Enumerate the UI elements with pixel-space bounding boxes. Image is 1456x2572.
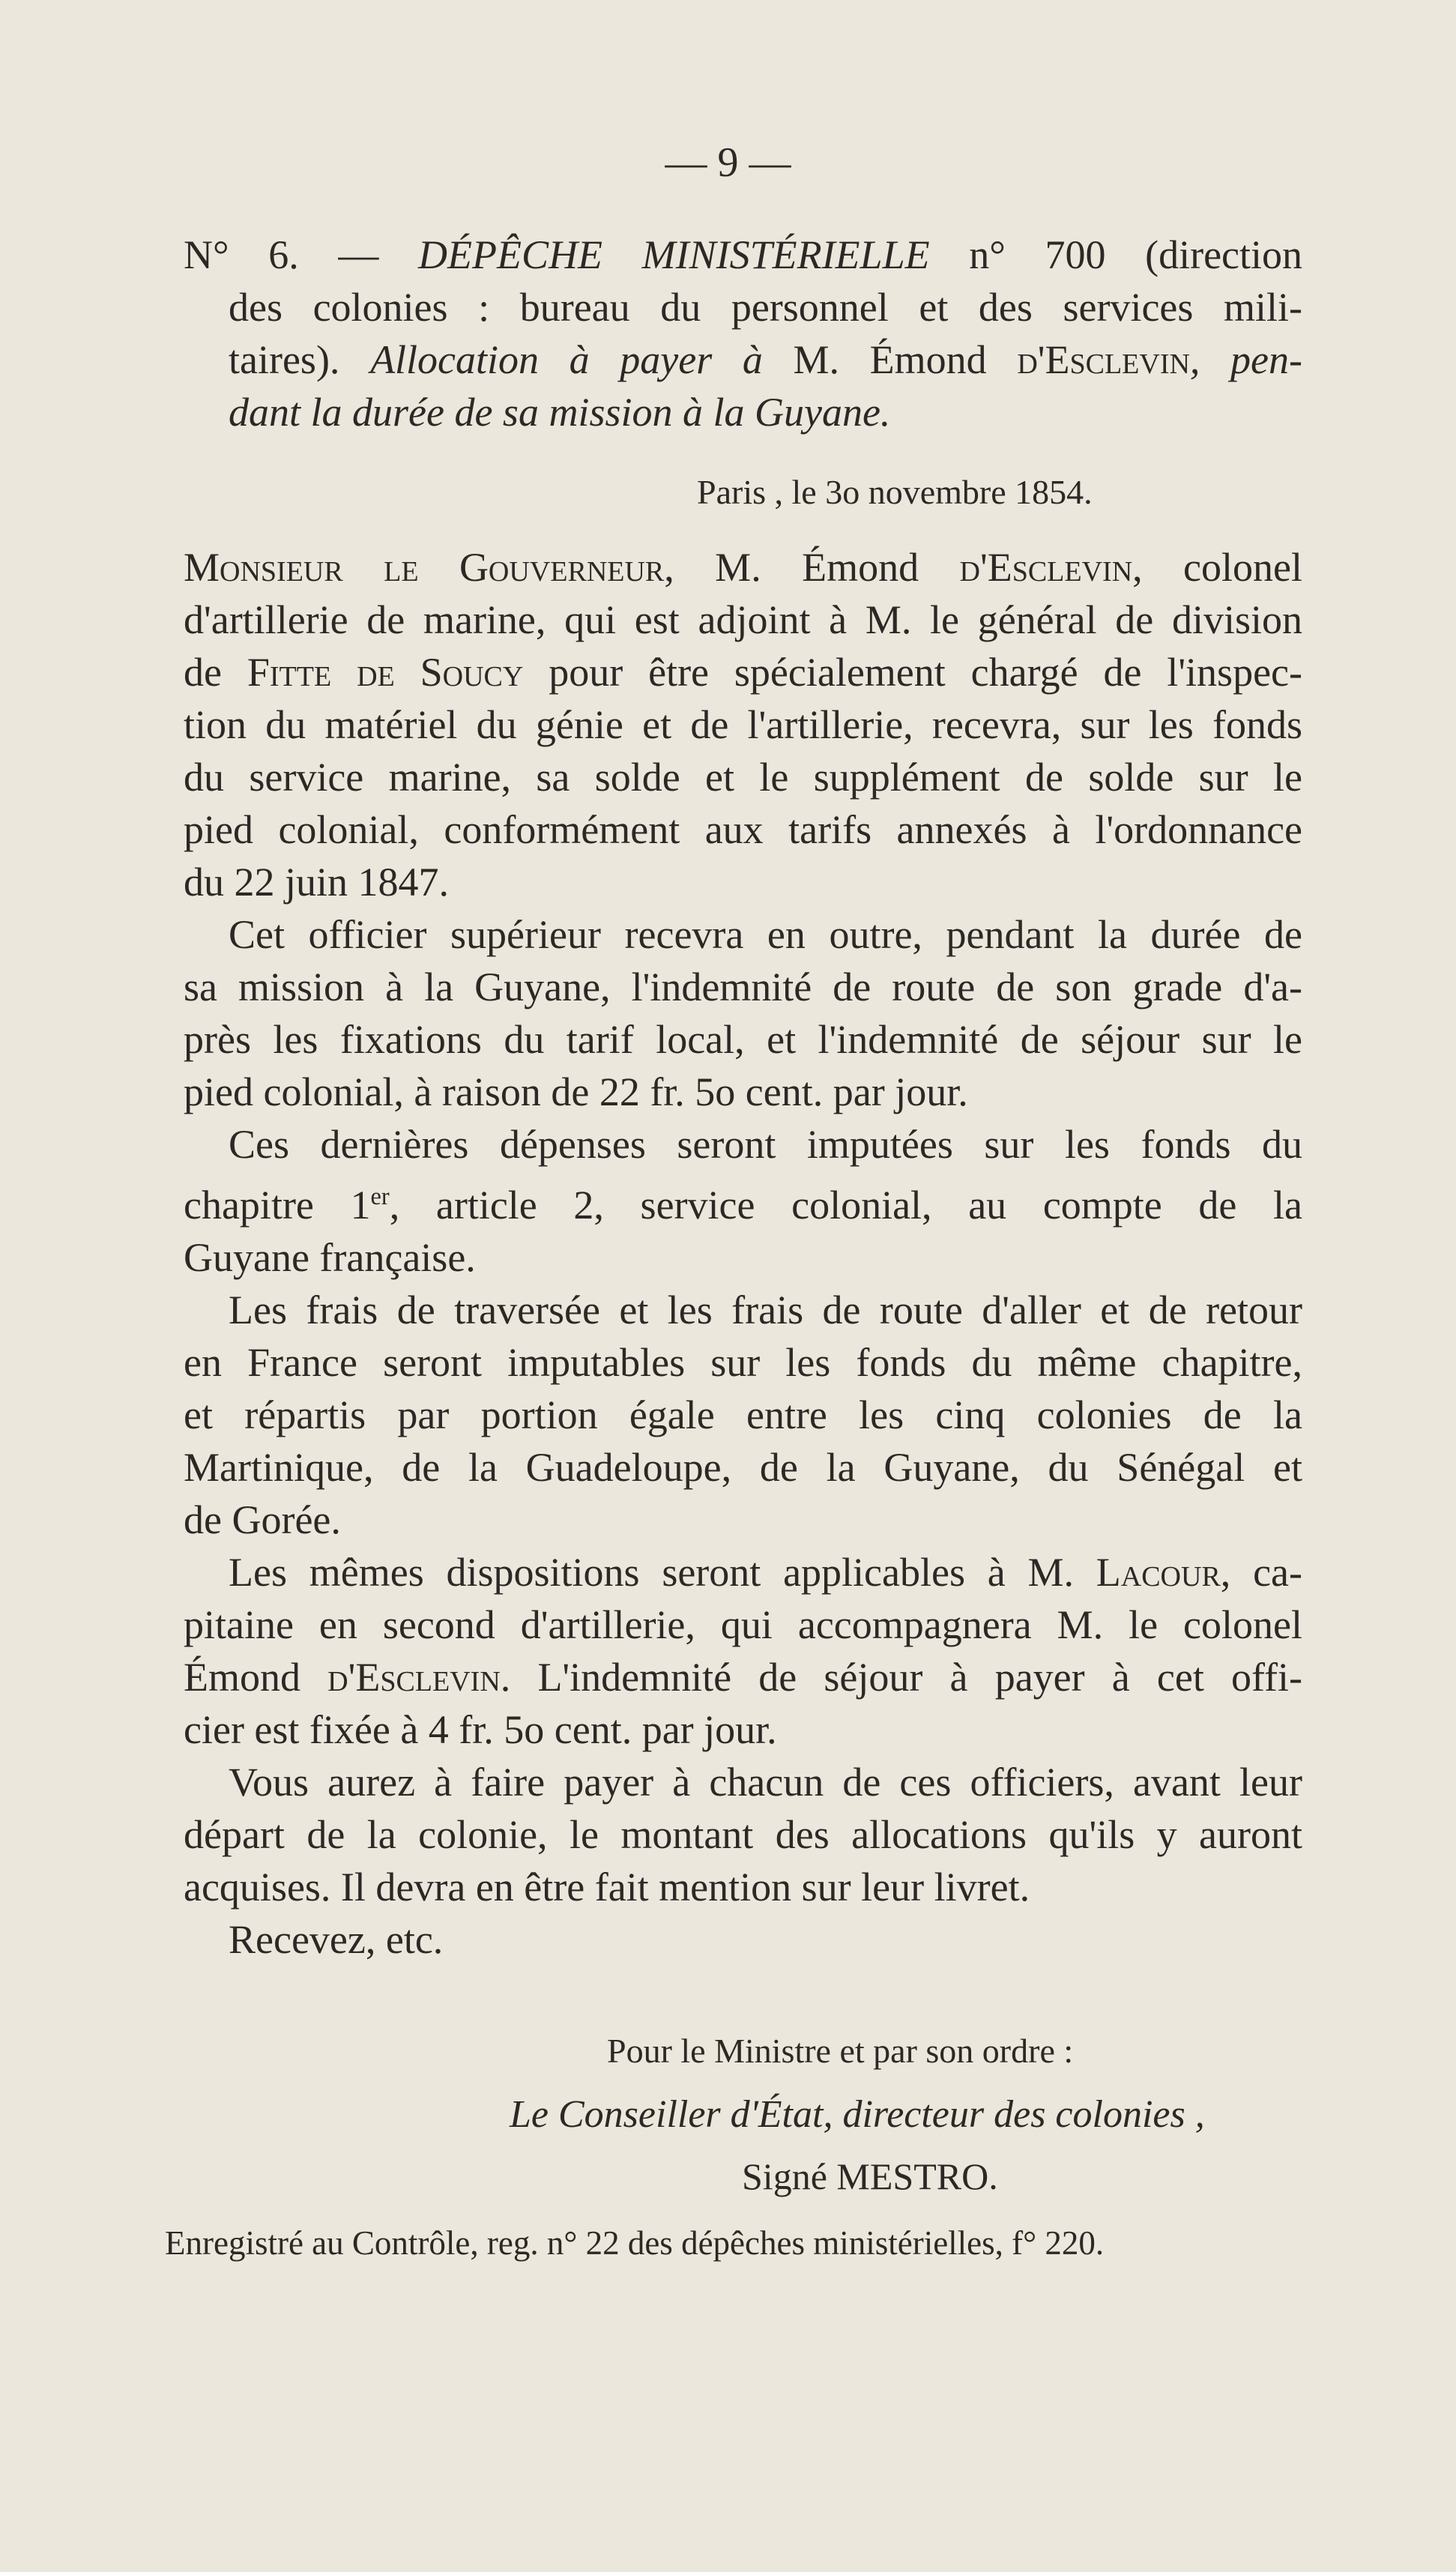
text-fragment: , colonel — [1132, 545, 1302, 590]
body-line: pied colonial, conformément aux tarifs annexés à l'ordonnance — [184, 807, 1302, 852]
body-line — [184, 541, 1302, 594]
text-fragment: de — [184, 650, 222, 695]
text-fragment: chapitre 1 — [184, 1183, 371, 1228]
body-line: sa mission à la Guyane, l'indemnité de route de son grade d'a- — [184, 964, 1302, 1009]
heading-line-3 — [184, 333, 1302, 386]
body-line — [184, 646, 1302, 698]
signature-line-1: Pour le Ministre et par son ordre : — [607, 2032, 1074, 2070]
page-number: — 9 — — [665, 139, 791, 186]
heading-line-2: des colonies : bureau du personnel et des services mili- — [229, 285, 1302, 330]
dispatch-number: N° 6. — — [184, 232, 379, 277]
text-fragment: , M. Émond — [664, 545, 919, 590]
body-line: et répartis par portion égale entre les cinq colonies de la — [184, 1392, 1302, 1437]
body-line: près les fixations du tarif local, et l'indemnité de séjour sur le — [184, 1017, 1302, 1062]
text-fragment: . L'indemnité de séjour à payer à cet offi- — [500, 1655, 1302, 1700]
person-name: d'Esclevin — [959, 545, 1133, 590]
body-line: pied colonial, à raison de 22 fr. 5o cent. par jour. — [184, 1069, 968, 1114]
body-line: tion du matériel du génie et de l'artillerie, recevra, sur les fonds — [184, 702, 1302, 747]
person-name: Lacour — [1096, 1550, 1221, 1595]
body-line: d'artillerie de marine, qui est adjoint à M. le général de division — [184, 597, 1302, 642]
text-fragment: Les mêmes dispositions seront applicables à M. — [229, 1550, 1074, 1595]
text-fragment: , ca- — [1220, 1550, 1302, 1595]
heading-fragment: M. Émond — [793, 337, 987, 382]
dateline: Paris , le 3o novembre 1854. — [697, 473, 1093, 511]
heading-fragment: n° 700 (direction — [969, 232, 1303, 277]
person-name: d'Esclevin — [327, 1655, 501, 1700]
heading-fragment: taires). — [229, 337, 340, 382]
text-fragment: pour être spécialement chargé de l'inspec- — [549, 650, 1302, 695]
registration-note: Enregistré au Contrôle, reg. n° 22 des dépêches ministérielles, f° 220. — [165, 2224, 1105, 2262]
superscript: er — [370, 1183, 390, 1210]
dispatch-heading — [184, 229, 1302, 438]
salutation: Monsieur le Gouverneur — [184, 545, 665, 590]
body-line: cier est fixée à 4 fr. 5o cent. par jour. — [184, 1707, 777, 1752]
heading-name: d'Esclevin — [1017, 337, 1190, 382]
body-line: de Gorée. — [184, 1497, 341, 1542]
body-line: Les frais de traversée et les frais de route d'aller et de retour — [229, 1287, 1302, 1332]
body-line: acquises. Il devra en être fait mention sur leur livret. — [184, 1865, 1030, 1910]
body-line: Cet officier supérieur recevra en outre, pendant la durée de — [229, 912, 1302, 957]
body-line — [184, 1171, 1302, 1231]
body-line: départ de la colonie, le montant des allocations qu'ils y auront — [184, 1812, 1302, 1857]
heading-fragment: , pen- — [1189, 337, 1303, 382]
letter-body — [184, 541, 1302, 1966]
body-line — [184, 1546, 1302, 1599]
person-name: Fitte de Soucy — [247, 650, 524, 695]
body-line: du 22 juin 1847. — [184, 860, 450, 905]
heading-line-4: dant la durée de sa mission à la Guyane. — [229, 390, 891, 435]
body-line: Ces dernières dépenses seront imputées sur les fonds du — [229, 1122, 1302, 1167]
body-line: pitaine en second d'artillerie, qui accompagnera M. le colonel — [184, 1602, 1302, 1647]
body-line — [184, 1651, 1302, 1703]
body-line: Guyane française. — [184, 1235, 476, 1280]
dispatch-title: DÉPÊCHE MINISTÉRIELLE — [418, 232, 930, 277]
signature-line-2: Le Conseiller d'État, directeur des colonies , — [510, 2093, 1205, 2136]
body-line: en France seront imputables sur les fonds du même chapitre, — [184, 1340, 1302, 1385]
signature-line-3: Signé MESTRO. — [742, 2155, 998, 2197]
text-fragment: Émond — [184, 1655, 300, 1700]
body-line: Vous aurez à faire payer à chacun de ces officiers, avant leur — [229, 1760, 1302, 1805]
heading-line-1 — [184, 229, 1302, 281]
body-line: Martinique, de la Guadeloupe, de la Guyane, du Sénégal et — [184, 1445, 1302, 1490]
heading-fragment: Allocation à payer à — [370, 337, 763, 382]
body-line: du service marine, sa solde et le supplément de solde sur le — [184, 755, 1302, 800]
text-fragment: , article 2, service colonial, au compte de la — [389, 1183, 1302, 1228]
closing: Recevez, etc. — [229, 1917, 444, 1962]
